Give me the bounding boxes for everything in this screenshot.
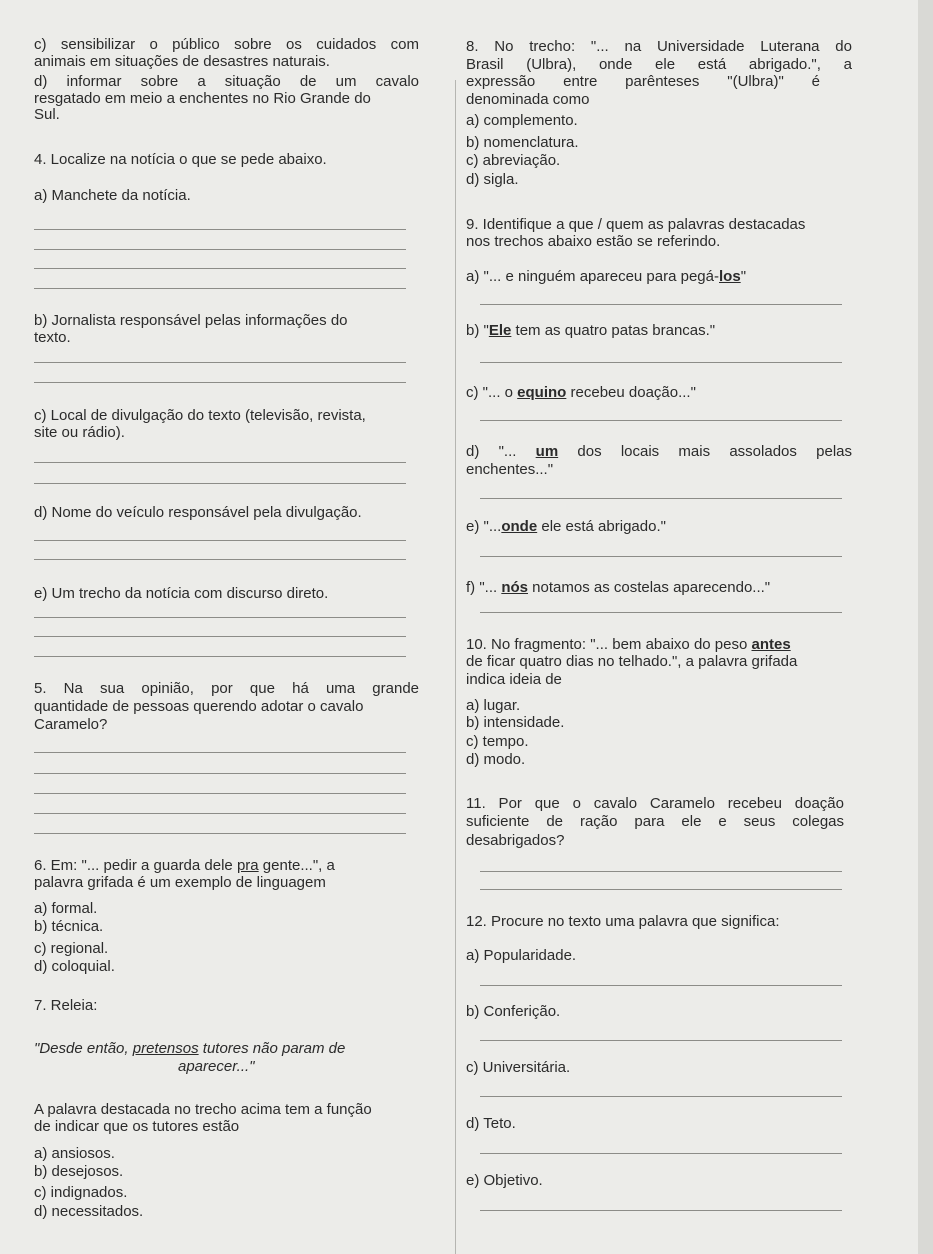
q6-option-d: d) coloquial. [34, 958, 115, 975]
q7-option-a: a) ansiosos. [34, 1145, 115, 1162]
answer-line[interactable] [480, 1096, 842, 1097]
answer-line[interactable] [34, 813, 406, 814]
answer-line[interactable] [34, 462, 406, 463]
q10-line1: 10. No fragmento: "... bem abaixo do peso antes [466, 636, 791, 653]
q3-option-d-line1: d) informar sobre a situação de um cavalo [34, 73, 419, 90]
q9-item-c: c) "... o equino recebeu doação..." [466, 384, 696, 401]
q9-title-line2: nos trechos abaixo estão se referindo. [466, 233, 721, 250]
q12-item-b: b) Conferição. [466, 1003, 561, 1020]
q4-title: 4. Localize na notícia o que se pede abaixo. [34, 151, 327, 168]
q6-option-c: c) regional. [34, 940, 109, 957]
answer-line[interactable] [34, 752, 406, 753]
q10-line2: de ficar quatro dias no telhado.", a palavra grifada [466, 653, 798, 670]
q3-option-c-line2: animais em situações de desastres naturais. [34, 53, 330, 70]
answer-line[interactable] [34, 268, 406, 269]
q8-line4: denominada como [466, 91, 590, 108]
q7-option-c: c) indignados. [34, 1184, 128, 1201]
q6-line1 [34, 857, 335, 874]
q8-line2: Brasil (Ulbra), onde ele está abrigado.", a [466, 56, 852, 73]
answer-line[interactable] [34, 249, 406, 250]
q5-line2: quantidade de pessoas querendo adotar o cavalo [34, 698, 364, 715]
q3-option-c-line1: c) sensibilizar o público sobre os cuidados com [34, 36, 419, 53]
q10-highlighted-word: antes [751, 636, 791, 653]
q9-item-f: f) "... nós notamos as costelas aparecendo..." [466, 579, 771, 596]
q6-option-b: b) técnica. [34, 918, 104, 935]
q9-item-a: a) "... e ninguém apareceu para pegá-los" [466, 268, 747, 285]
q8-option-b: b) nomenclatura. [466, 134, 579, 151]
answer-line[interactable] [34, 559, 406, 560]
q12-item-d: d) Teto. [466, 1115, 516, 1132]
q7-quote-line1 [34, 1040, 345, 1057]
q9-item-e: e) "...onde ele está abrigado." [466, 518, 666, 535]
q4-item-c-line2: site ou rádio). [34, 424, 125, 441]
q7-quote-post: tutores não param de [198, 1040, 346, 1057]
q6-line2: palavra grifada é um exemplo de linguagem [34, 874, 326, 891]
answer-line[interactable] [480, 871, 842, 872]
q6-option-a: a) formal. [34, 900, 98, 917]
answer-line[interactable] [480, 1040, 842, 1041]
q5-line3: Caramelo? [34, 716, 108, 733]
answer-line[interactable] [480, 889, 842, 890]
q9-c-highlighted-word: equino [517, 384, 567, 401]
q8-line3: expressão entre parênteses "(Ulbra)" é [466, 73, 820, 90]
answer-line[interactable] [480, 612, 842, 613]
q5-line1: 5. Na sua opinião, por que há uma grande [34, 680, 419, 697]
answer-line[interactable] [480, 1210, 842, 1211]
q12-item-a: a) Popularidade. [466, 947, 577, 964]
q8-option-a: a) complemento. [466, 112, 578, 129]
answer-line[interactable] [34, 636, 406, 637]
q9-b-highlighted-word: Ele [488, 322, 512, 339]
answer-line[interactable] [34, 793, 406, 794]
answer-line[interactable] [34, 773, 406, 774]
q9-f-highlighted-word: nós [501, 579, 528, 596]
q4-item-e: e) Um trecho da notícia com discurso direto. [34, 585, 329, 602]
q9-a-highlighted-word: los [719, 268, 741, 285]
q7-stem-line1: A palavra destacada no trecho acima tem a função [34, 1101, 372, 1118]
q4-item-b-line1: b) Jornalista responsável pelas informações do [34, 312, 348, 329]
answer-line[interactable] [480, 1153, 842, 1154]
answer-line[interactable] [480, 556, 842, 557]
answer-line[interactable] [34, 656, 406, 657]
q3-option-d-line2: resgatado em meio a enchentes no Rio Grande do [34, 90, 371, 107]
q9-e-highlighted-word: onde [501, 518, 538, 535]
q7-quote-pre: "Desde então, [34, 1040, 133, 1057]
q10-option-b: b) intensidade. [466, 714, 565, 731]
q9-item-b: b) "Ele tem as quatro patas brancas." [466, 322, 716, 339]
q6-text-pre: 6. Em: "... pedir a guarda dele [34, 857, 237, 874]
answer-line[interactable] [34, 617, 406, 618]
q10-option-d: d) modo. [466, 751, 526, 768]
answer-line[interactable] [34, 229, 406, 230]
answer-line[interactable] [34, 540, 406, 541]
q6-text-post: gente...", a [258, 857, 335, 874]
q11-line3: desabrigados? [466, 832, 565, 849]
q12-item-e: e) Objetivo. [466, 1172, 543, 1189]
answer-line[interactable] [34, 362, 406, 363]
answer-line[interactable] [480, 304, 842, 305]
q9-item-d-line1: d) "... um dos locais mais assolados pelas [466, 443, 852, 460]
q9-item-d-line2: enchentes..." [466, 461, 554, 478]
q7-option-b: b) desejosos. [34, 1163, 124, 1180]
answer-line[interactable] [480, 362, 842, 363]
q7-option-d: d) necessitados. [34, 1203, 144, 1220]
q4-item-a: a) Manchete da notícia. [34, 187, 191, 204]
q9-d-highlighted-word: um [535, 443, 559, 460]
q11-line2: suficiente de ração para ele e seus colegas [466, 813, 844, 830]
answer-line[interactable] [34, 288, 406, 289]
q9-title-line1: 9. Identifique a que / quem as palavras destacadas [466, 216, 806, 233]
answer-line[interactable] [480, 420, 842, 421]
answer-line[interactable] [34, 382, 406, 383]
answer-line[interactable] [34, 483, 406, 484]
q8-option-c: c) abreviação. [466, 152, 561, 169]
q3-option-d-line3: Sul. [34, 106, 60, 123]
q12-item-c: c) Universitária. [466, 1059, 571, 1076]
q4-item-c-line1: c) Local de divulgação do texto (televisão, revista, [34, 407, 366, 424]
answer-line[interactable] [480, 498, 842, 499]
q7-stem-line2: de indicar que os tutores estão [34, 1118, 240, 1135]
q10-option-a: a) lugar. [466, 697, 521, 714]
q8-option-d: d) sigla. [466, 171, 519, 188]
q7-highlighted-word: pretensos [132, 1040, 199, 1057]
answer-line[interactable] [480, 985, 842, 986]
q10-option-c: c) tempo. [466, 733, 529, 750]
column-divider [455, 80, 456, 1254]
q12-title: 12. Procure no texto uma palavra que significa: [466, 913, 780, 930]
q10-line3: indica ideia de [466, 671, 562, 688]
q7-title: 7. Releia: [34, 997, 98, 1014]
q4-item-d: d) Nome do veículo responsável pela divulgação. [34, 504, 362, 521]
q4-item-b-line2: texto. [34, 329, 71, 346]
page-edge [918, 0, 933, 1254]
q7-quote-line2: aparecer..." [178, 1058, 255, 1075]
q11-line1: 11. Por que o cavalo Caramelo recebeu doação [466, 795, 844, 812]
answer-line[interactable] [34, 833, 406, 834]
q6-highlighted-word: pra [236, 857, 259, 874]
q8-line1: 8. No trecho: "... na Universidade Luterana do [466, 38, 852, 55]
